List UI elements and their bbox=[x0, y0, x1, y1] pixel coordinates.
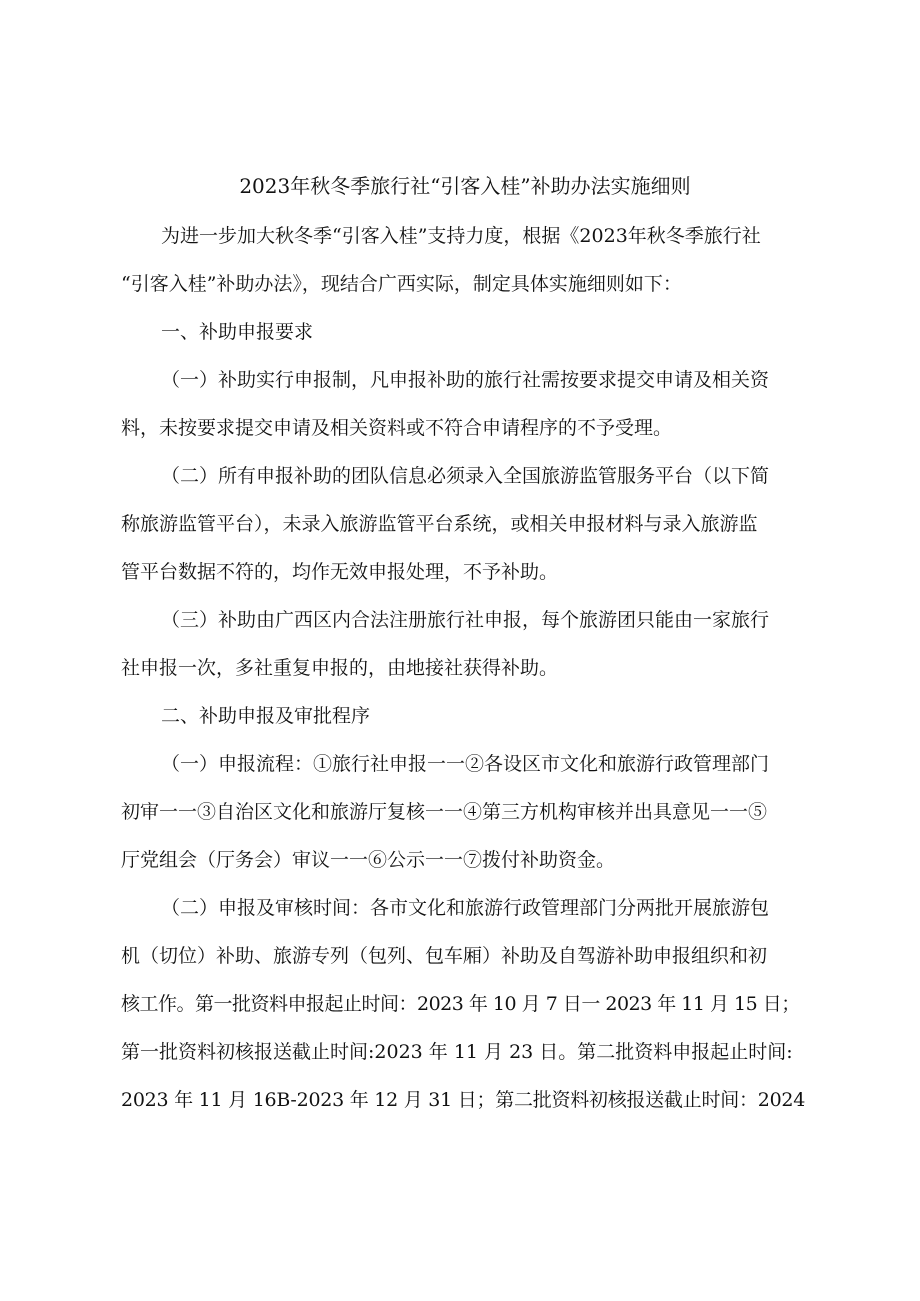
item-2-2-line-3: 核工作。第一批资料申报起止时间：2023 年 10 月 7 日一 2023 年 11 月 15 日； bbox=[121, 993, 800, 1015]
section-heading-2: 二、补助申报及审批程序 bbox=[161, 705, 371, 727]
item-2-2-line-1: （二）申报及审核时间：各市文化和旅游行政管理部门分两批开展旅游包 bbox=[161, 897, 770, 919]
item-2-1-line-2: 初审一一③自治区文化和旅游厅复核一一④第三方机构审核并出具意见一一⑤ bbox=[121, 801, 768, 823]
item-2-2-line-2: 机（切位）补助、旅游专列（包列、包车厢）补助及自驾游补助申报组织和初 bbox=[121, 945, 768, 967]
section-heading-1: 一、补助申报要求 bbox=[161, 321, 314, 343]
item-2-1-line-1: （一）申报流程：①旅行社申报一一②各设区市文化和旅游行政管理部门 bbox=[161, 753, 770, 775]
item-1-2-line-2: 称旅游监管平台），未录入旅游监管平台系统，或相关申报材料与录入旅游监 bbox=[121, 513, 758, 535]
item-2-2-line-4: 第一批资料初核报送截止时间:2023 年 11 月 23 日。第二批资料申报起止时间: bbox=[121, 1041, 793, 1063]
item-1-3-line-1: （三）补助由广西区内合法注册旅行社申报，每个旅游团只能由一家旅行 bbox=[161, 609, 770, 631]
paragraph-intro-line-2: “引客入桂”补助办法》，现结合广西实际，制定具体实施细则如下： bbox=[121, 273, 682, 295]
document-title: 2023年秋冬季旅行社“引客入桂”补助办法实施细则 bbox=[239, 174, 691, 198]
item-2-1-line-3: 厅党组会（厅务会）审议一一⑥公示一一⑦拨付补助资金。 bbox=[121, 849, 616, 871]
item-1-3-line-2: 社申报一次，多社重复申报的，由地接社获得补助。 bbox=[121, 657, 559, 679]
paragraph-intro-line-1: 为进一步加大秋冬季“引客入桂”支持力度，根据《2023年秋冬季旅行社 bbox=[161, 225, 761, 247]
item-1-2-line-3: 管平台数据不符的，均作无效申报处理，不予补助。 bbox=[121, 561, 559, 583]
item-2-2-line-5: 2023 年 11 月 16B-2023 年 12 月 31 日；第二批资料初核报送截止时间：2024 bbox=[121, 1089, 806, 1111]
item-1-1-line-2: 料，未按要求提交申请及相关资料或不符合申请程序的不予受理。 bbox=[121, 417, 673, 439]
item-1-2-line-1: （二）所有申报补助的团队信息必须录入全国旅游监管服务平台（以下简 bbox=[161, 465, 770, 487]
item-1-1-line-1: （一）补助实行申报制，凡申报补助的旅行社需按要求提交申请及相关资 bbox=[161, 369, 770, 391]
